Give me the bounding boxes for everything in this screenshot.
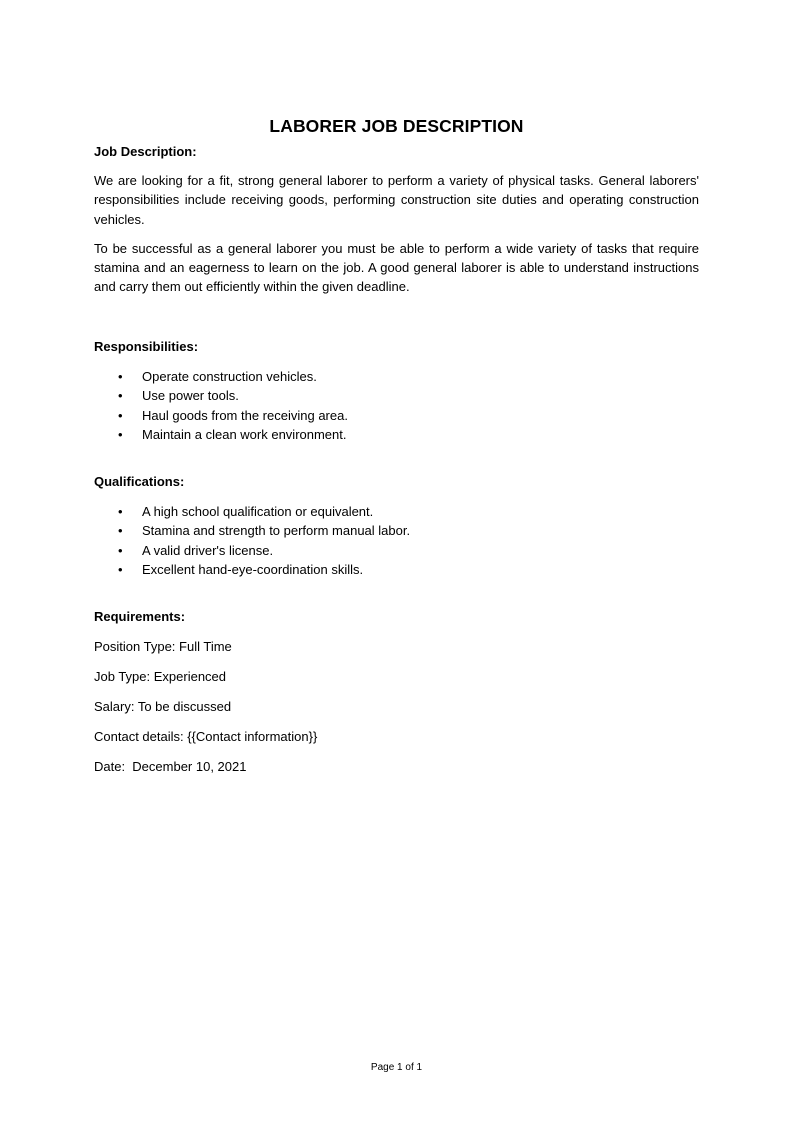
job-description-paragraph-1: We are looking for a fit, strong general laborer to perform a variety of physical tasks. General laborers' responsibilities include receiving goods, performing construction site duties and operating construction vehicles. xyxy=(94,173,699,227)
bullet-icon: • xyxy=(118,388,123,404)
list-item: • A valid driver's license. xyxy=(94,541,699,561)
page-footer: Page 1 of 1 xyxy=(370,1062,423,1073)
requirements-heading: Requirements: xyxy=(94,608,186,624)
bullet-icon: • xyxy=(118,562,123,578)
bullet-icon: • xyxy=(118,503,123,519)
job-type: Job Type: Experienced xyxy=(94,668,227,684)
salary: Salary: To be discussed xyxy=(94,698,232,714)
list-item: • Maintain a clean work environment. xyxy=(94,425,699,445)
list-item: • Stamina and strength to perform manual labor. xyxy=(94,521,699,541)
bullet-icon: • xyxy=(118,427,123,443)
qualifications-list xyxy=(94,502,699,580)
responsibilities-heading: Responsibilities: xyxy=(94,338,199,354)
bullet-icon: • xyxy=(118,407,123,423)
document-content xyxy=(94,112,699,776)
position-type: Position Type: Full Time xyxy=(94,638,232,654)
qualifications-heading: Qualifications: xyxy=(94,473,185,489)
job-description-heading: Job Description: xyxy=(94,144,197,159)
job-description-paragraph-2: To be successful as a general laborer you must be able to perform a wide variety of tasks that require stamina and an eagerness to learn on the job. A good general laborer is able to understand instructions and carry them out efficiently within the given deadline. xyxy=(94,240,699,295)
document-title: LABORER JOB DESCRIPTION xyxy=(269,116,524,136)
list-item: • Use power tools. xyxy=(94,386,699,406)
bullet-icon: • xyxy=(118,542,123,558)
bullet-icon: • xyxy=(118,523,123,539)
date: Date: December 10, 2021 xyxy=(94,758,247,774)
responsibilities-list xyxy=(94,367,699,445)
contact-details: Contact details: {{Contact information}} xyxy=(94,728,318,744)
bullet-icon: • xyxy=(118,368,123,384)
list-item: • Operate construction vehicles. xyxy=(94,367,699,387)
list-item: • Haul goods from the receiving area. xyxy=(94,406,699,426)
list-item: • A high school qualification or equivalent. xyxy=(94,502,699,522)
list-item: • Excellent hand-eye-coordination skills. xyxy=(94,560,699,580)
